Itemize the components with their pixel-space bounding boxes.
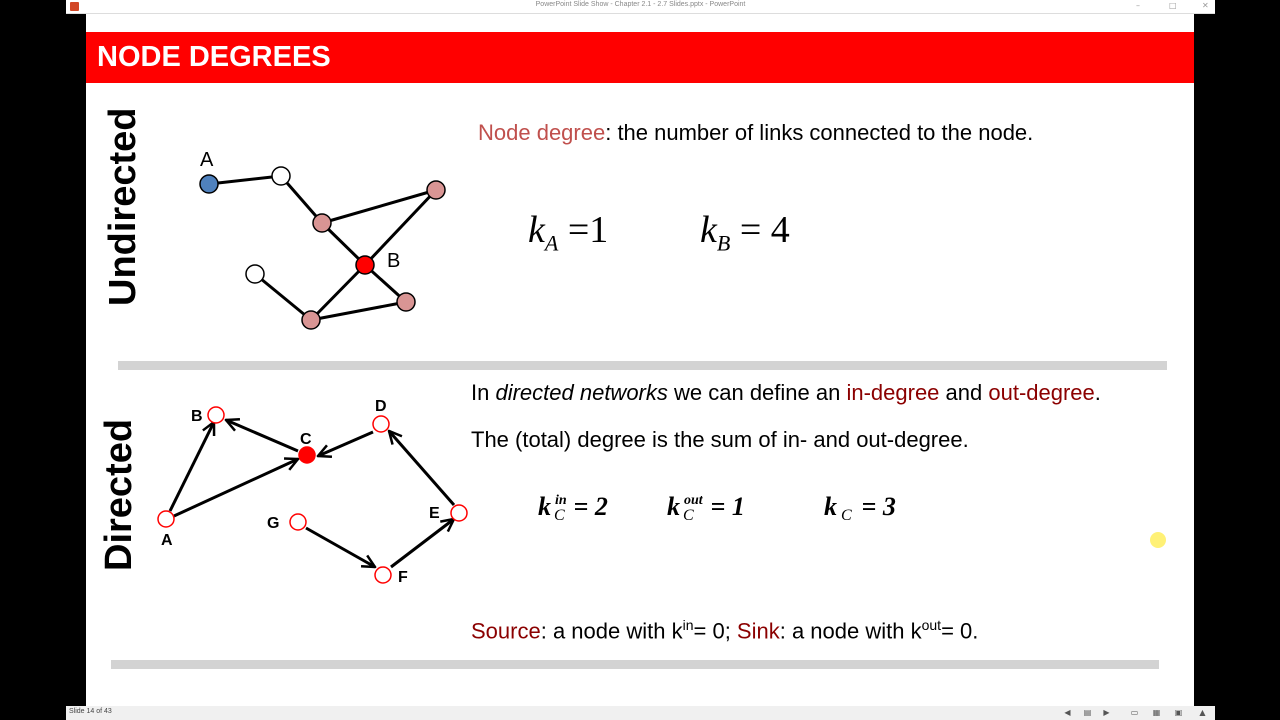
reading-view-icon[interactable]: ▦ (1152, 708, 1161, 717)
node-d (373, 416, 389, 432)
node-a (158, 511, 174, 527)
node (302, 311, 320, 329)
node-label-d: D (375, 398, 387, 415)
node-f (375, 567, 391, 583)
bottom-divider (111, 660, 1159, 669)
total-degree-line: The (total) degree is the sum of in- and out-degree. (471, 427, 969, 452)
slide-title-bar (86, 32, 1194, 83)
node-label-g: G (267, 515, 280, 532)
node-label-a: A (161, 532, 173, 549)
sink-term: Sink (736, 618, 780, 644)
directed-section-label: Directed (98, 418, 140, 571)
node-label-b: B (191, 408, 203, 425)
source-sink-line: Source: a node with $k^{in}= 0$; Sink: a node with $k^{out}= 0$. (471, 617, 979, 644)
node-b (208, 407, 224, 423)
node-degree-text: : the number of links connected to the node. (605, 120, 1034, 145)
node-label-b: B (387, 250, 401, 272)
edge-d-to-c (318, 432, 373, 456)
restore-icon[interactable]: □ (1169, 1, 1177, 10)
out-degree-term: out-degree (988, 380, 1095, 405)
node (246, 265, 264, 283)
equation-kc-in: k in C = 2 (538, 492, 608, 524)
status-bar (66, 706, 1215, 720)
edge-c-to-b (226, 420, 298, 451)
node-degree-definition (478, 120, 1033, 146)
node-g (290, 514, 306, 530)
directed-intro-line: In directed networks we can define an in-degree and out-degree. (471, 380, 1101, 405)
next-icon[interactable]: ▶ (1103, 708, 1110, 717)
source-term: Source (471, 618, 541, 644)
normal-view-icon[interactable]: ▭ (1130, 708, 1139, 717)
window-title-bar (66, 0, 1215, 14)
in-degree-term: in-degree (846, 380, 940, 405)
edge-g-to-f (306, 528, 375, 567)
slide[interactable] (86, 14, 1194, 706)
equation-ka: $k_A =1$ (528, 209, 609, 256)
node-b (356, 256, 374, 274)
edge (255, 274, 311, 320)
edge-a-to-b (170, 422, 214, 511)
equation-kc-out: k out C = 1 (667, 492, 745, 524)
previous-icon[interactable]: ◀ (1064, 708, 1071, 717)
node (272, 167, 290, 185)
minimize-icon[interactable]: – (1136, 1, 1140, 10)
slide-counter: Slide 14 of 43 (69, 708, 112, 715)
undirected-section-label: Undirected (102, 107, 144, 306)
window-title: PowerPoint Slide Show - Chapter 2.1 - 2.7 Slides.pptx - PowerPoint (535, 1, 746, 8)
edge-e-to-d (389, 431, 454, 505)
slideshow-view-icon[interactable]: ▣ (1174, 708, 1183, 717)
node (397, 293, 415, 311)
node-degree-term: Node degree (478, 120, 606, 145)
node-c (299, 447, 315, 463)
equation-kc-total: k C = 3 (824, 492, 896, 524)
node-label-e: E (429, 505, 440, 522)
slide-sorter-icon[interactable]: ▤ (1083, 708, 1092, 717)
close-icon[interactable]: ✕ (1202, 1, 1209, 10)
zoom-icon[interactable]: ▲ (1199, 708, 1206, 717)
node-label-c: C (300, 431, 312, 448)
node (427, 181, 445, 199)
pointer-highlight (1150, 532, 1166, 548)
node-a (200, 175, 218, 193)
node-label-f: F (398, 569, 408, 586)
slide-title: NODE DEGREES (97, 41, 331, 73)
node-e (451, 505, 467, 521)
edge-f-to-e (391, 519, 454, 567)
node (313, 214, 331, 232)
equation-kb: $k_B = 4$ (700, 209, 790, 256)
edge (209, 176, 281, 184)
node-label-a: A (200, 149, 214, 171)
section-divider (118, 361, 1167, 370)
